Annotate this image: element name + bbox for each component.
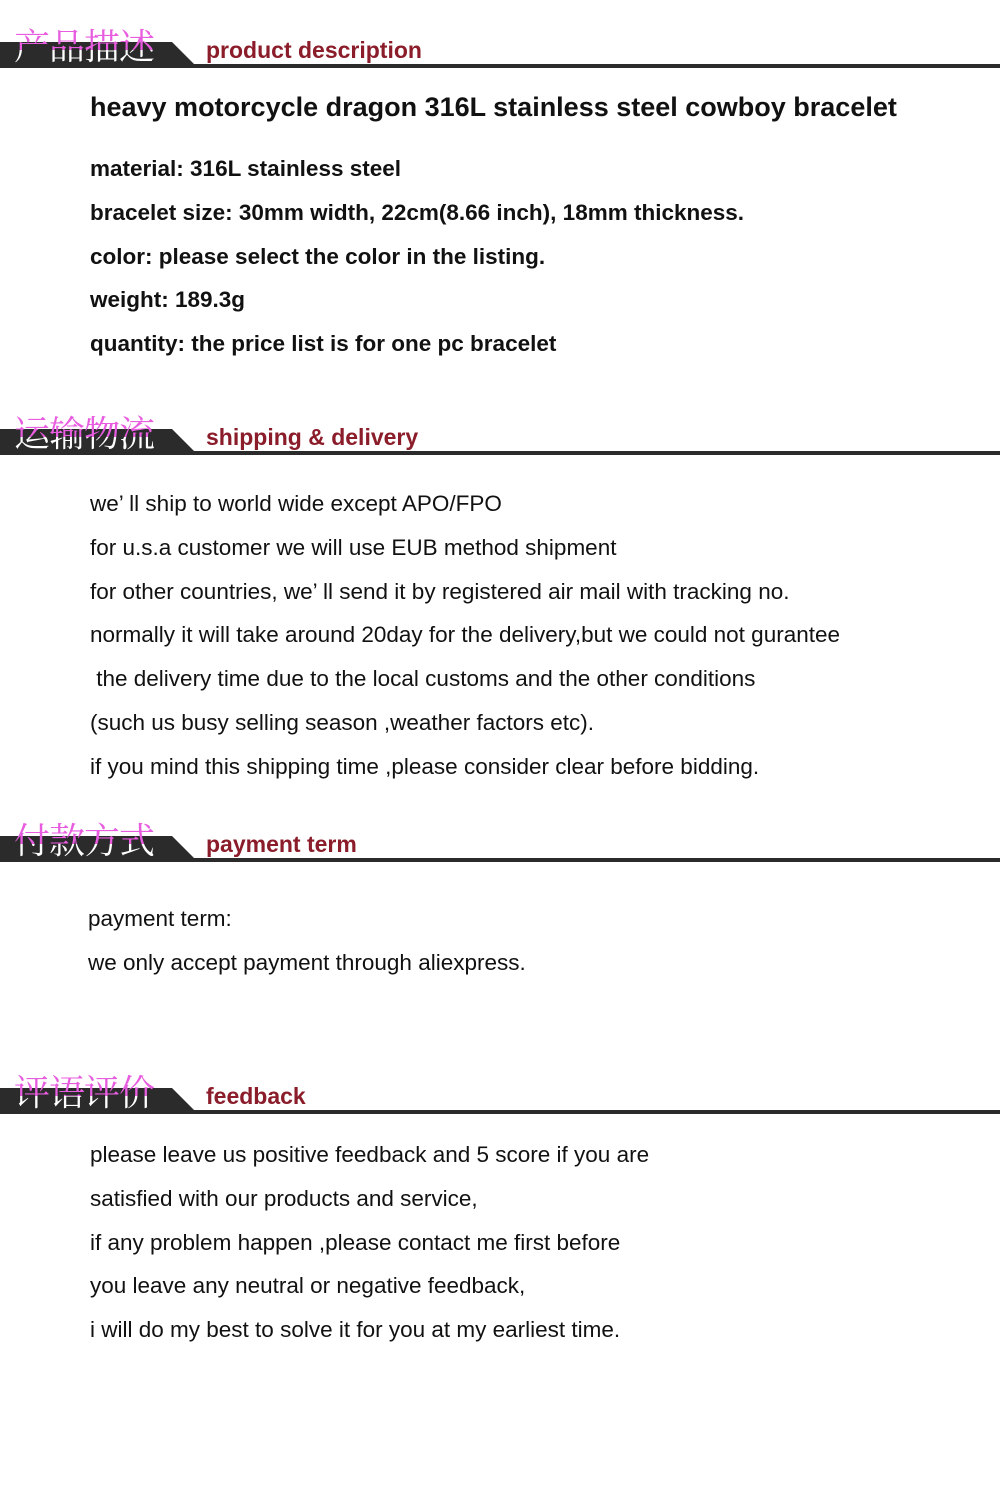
section-title-en: feedback bbox=[206, 1083, 306, 1109]
product-spec-line: quantity: the price list is for one pc bracelet bbox=[90, 331, 557, 356]
section-header-payment bbox=[0, 802, 1000, 862]
shipping-line: for other countries, we’ ll send it by registered air mail with tracking no. bbox=[90, 579, 790, 604]
product-spec-line: material: 316L stainless steel bbox=[90, 156, 402, 181]
shipping-line: the delivery time due to the local customs and the other conditions bbox=[90, 666, 756, 691]
section-title-cn: 付款方式 bbox=[14, 821, 155, 862]
section-header-product bbox=[0, 8, 1000, 68]
feedback-line: i will do my best to solve it for you at my earliest time. bbox=[90, 1317, 621, 1342]
shipping-line: (such us busy selling season ,weather factors etc). bbox=[90, 710, 594, 735]
feedback-line: if any problem happen ,please contact me first before bbox=[90, 1230, 621, 1255]
payment-line: payment term: bbox=[88, 906, 232, 931]
payment-line: we only accept payment through aliexpress. bbox=[88, 950, 526, 975]
section-header-feedback bbox=[0, 1054, 1000, 1114]
feedback-line: please leave us positive feedback and 5 score if you are bbox=[90, 1142, 650, 1167]
section-title-cn: 评语评价 bbox=[14, 1073, 155, 1114]
shipping-line: if you mind this shipping time ,please consider clear before bidding. bbox=[90, 754, 760, 779]
product-title: heavy motorcycle dragon 316L stainless steel cowboy bracelet bbox=[90, 92, 897, 122]
product-spec-line: bracelet size: 30mm width, 22cm(8.66 inch), 18mm thickness. bbox=[90, 200, 745, 225]
shipping-line: we’ ll ship to world wide except APO/FPO bbox=[90, 491, 502, 516]
product-spec-line: weight: 189.3g bbox=[90, 287, 246, 312]
shipping-line: normally it will take around 20day for the delivery,but we could not gurantee bbox=[90, 622, 841, 647]
section-title-en: payment term bbox=[206, 831, 357, 857]
section-title-cn: 运输物流 bbox=[14, 414, 155, 455]
section-title-en: shipping & delivery bbox=[206, 424, 419, 450]
section-title-cn: 产品描述 bbox=[14, 27, 155, 68]
feedback-line: you leave any neutral or negative feedback, bbox=[90, 1273, 526, 1298]
feedback-line: satisfied with our products and service, bbox=[90, 1186, 478, 1211]
section-title-en: product description bbox=[206, 37, 422, 63]
product-spec-line: color: please select the color in the listing. bbox=[90, 244, 546, 269]
section-header-shipping bbox=[0, 395, 1000, 455]
shipping-line: for u.s.a customer we will use EUB method shipment bbox=[90, 535, 617, 560]
